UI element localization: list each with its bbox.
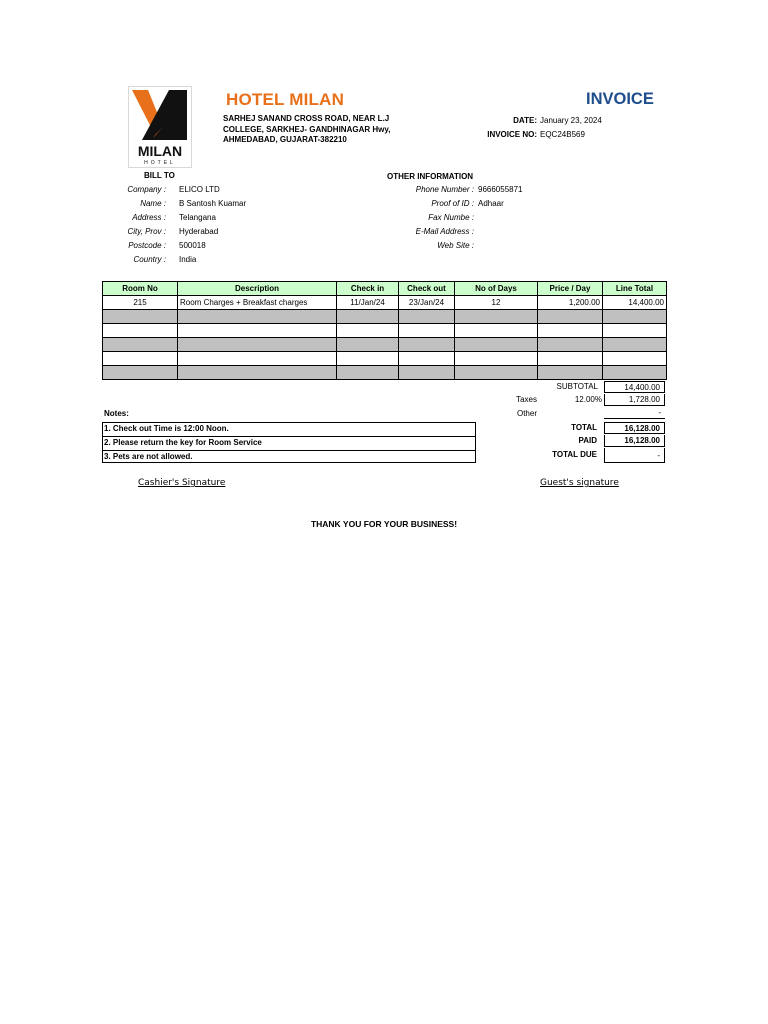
paid-value: 16,128.00 [604,435,665,447]
invoice-number-value: EQC24B569 [540,130,585,139]
postcode-label: Postcode : [128,241,166,250]
date-label: DATE: [513,116,537,125]
hotel-name: HOTEL MILAN [226,90,345,109]
cell-price: 1,200.00 [538,296,603,310]
cashier-signature-label: Cashier's Signature [138,478,226,488]
hotel-address-line: AHMEDABAD, GUJARAT-382210 [223,135,347,144]
name-label: Name : [140,199,166,208]
subtotal-label: SUBTOTAL [556,382,598,391]
milan-logo-icon [129,87,191,167]
hotel-logo [128,86,192,168]
hotel-address-line: SARHEJ SANAND CROSS ROAD, NEAR L.J [223,114,390,123]
guest-signature-label: Guest's signature [540,478,619,488]
hotel-address-line: COLLEGE, SARKHEJ- GANDHINAGAR Hwy, [223,124,391,134]
col-header-check-out: Check out [399,282,455,296]
col-header-line-total: Line Total [603,282,667,296]
website-label: Web Site : [437,241,474,250]
logo-text: MILAN [137,143,183,159]
table-row-empty [103,338,667,352]
table-header-row [103,282,667,296]
cell-description: Room Charges + Breakfast charges [178,296,337,310]
table-row-empty [103,310,667,324]
taxes-value: 1,728.00 [604,394,665,406]
note-line: 1. Check out Time is 12:00 Noon. [103,423,475,437]
other-value: - [604,407,665,419]
total-due-value: - [604,448,665,463]
company-value: ELICO LTD [179,185,220,194]
table-row [103,296,667,310]
proof-id-label: Proof of ID : [431,199,474,208]
other-label: Other [516,409,537,418]
cell-line-total: 14,400.00 [603,296,667,310]
total-due-label: TOTAL DUE [552,450,597,459]
col-header-description: Description [178,282,337,296]
col-header-price: Price / Day [538,282,603,296]
other-info-title: OTHER INFORMATION [387,172,474,181]
invoice-title: INVOICE [586,90,654,108]
total-label: TOTAL [571,423,597,432]
hotel-address [223,114,403,146]
bill-to-title: BILL TO [144,171,175,180]
city-label: City, Prov : [127,227,166,236]
table-row-empty [103,324,667,338]
notes-box [102,422,476,463]
col-header-room-no: Room No [103,282,178,296]
country-value: India [179,255,197,264]
table-row-empty [103,352,667,366]
name-value: B Santosh Kuamar [179,199,247,208]
fax-label: Fax Numbe : [428,213,474,222]
taxes-label: Taxes [516,395,537,404]
thank-you-message: THANK YOU FOR YOUR BUSINESS! [310,519,458,529]
paid-label: PAID [578,436,597,445]
items-table [102,281,667,380]
address-value: Telangana [179,213,216,222]
cell-room-no: 215 [103,296,178,310]
col-header-days: No of Days [455,282,538,296]
cell-days: 12 [455,296,538,310]
total-value: 16,128.00 [604,422,665,434]
invoice-number-label: INVOICE NO: [487,130,537,139]
address-label: Address : [132,213,166,222]
note-line: 3. Pets are not allowed. [104,452,193,461]
notes-title: Notes: [104,409,129,418]
subtotal-value: 14,400.00 [604,381,665,393]
proof-id-value: Adhaar [478,199,504,208]
col-header-check-in: Check in [337,282,399,296]
note-line: 2. Please return the key for Room Service [103,437,475,451]
logo-subtext: HOTEL [144,160,176,166]
country-label: Country : [133,255,166,264]
postcode-value: 500018 [179,241,206,250]
table-row-empty [103,366,667,380]
cell-check-in: 11/Jan/24 [337,296,399,310]
date-value: January 23, 2024 [540,116,602,125]
phone-value: 9666055871 [478,185,523,194]
taxes-rate: 12.00% [574,395,602,404]
company-label: Company : [127,185,166,194]
phone-label: Phone Number : [415,185,474,194]
email-label: E-Mail Address : [415,227,474,236]
city-value: Hyderabad [179,227,219,236]
cell-check-out: 23/Jan/24 [399,296,455,310]
